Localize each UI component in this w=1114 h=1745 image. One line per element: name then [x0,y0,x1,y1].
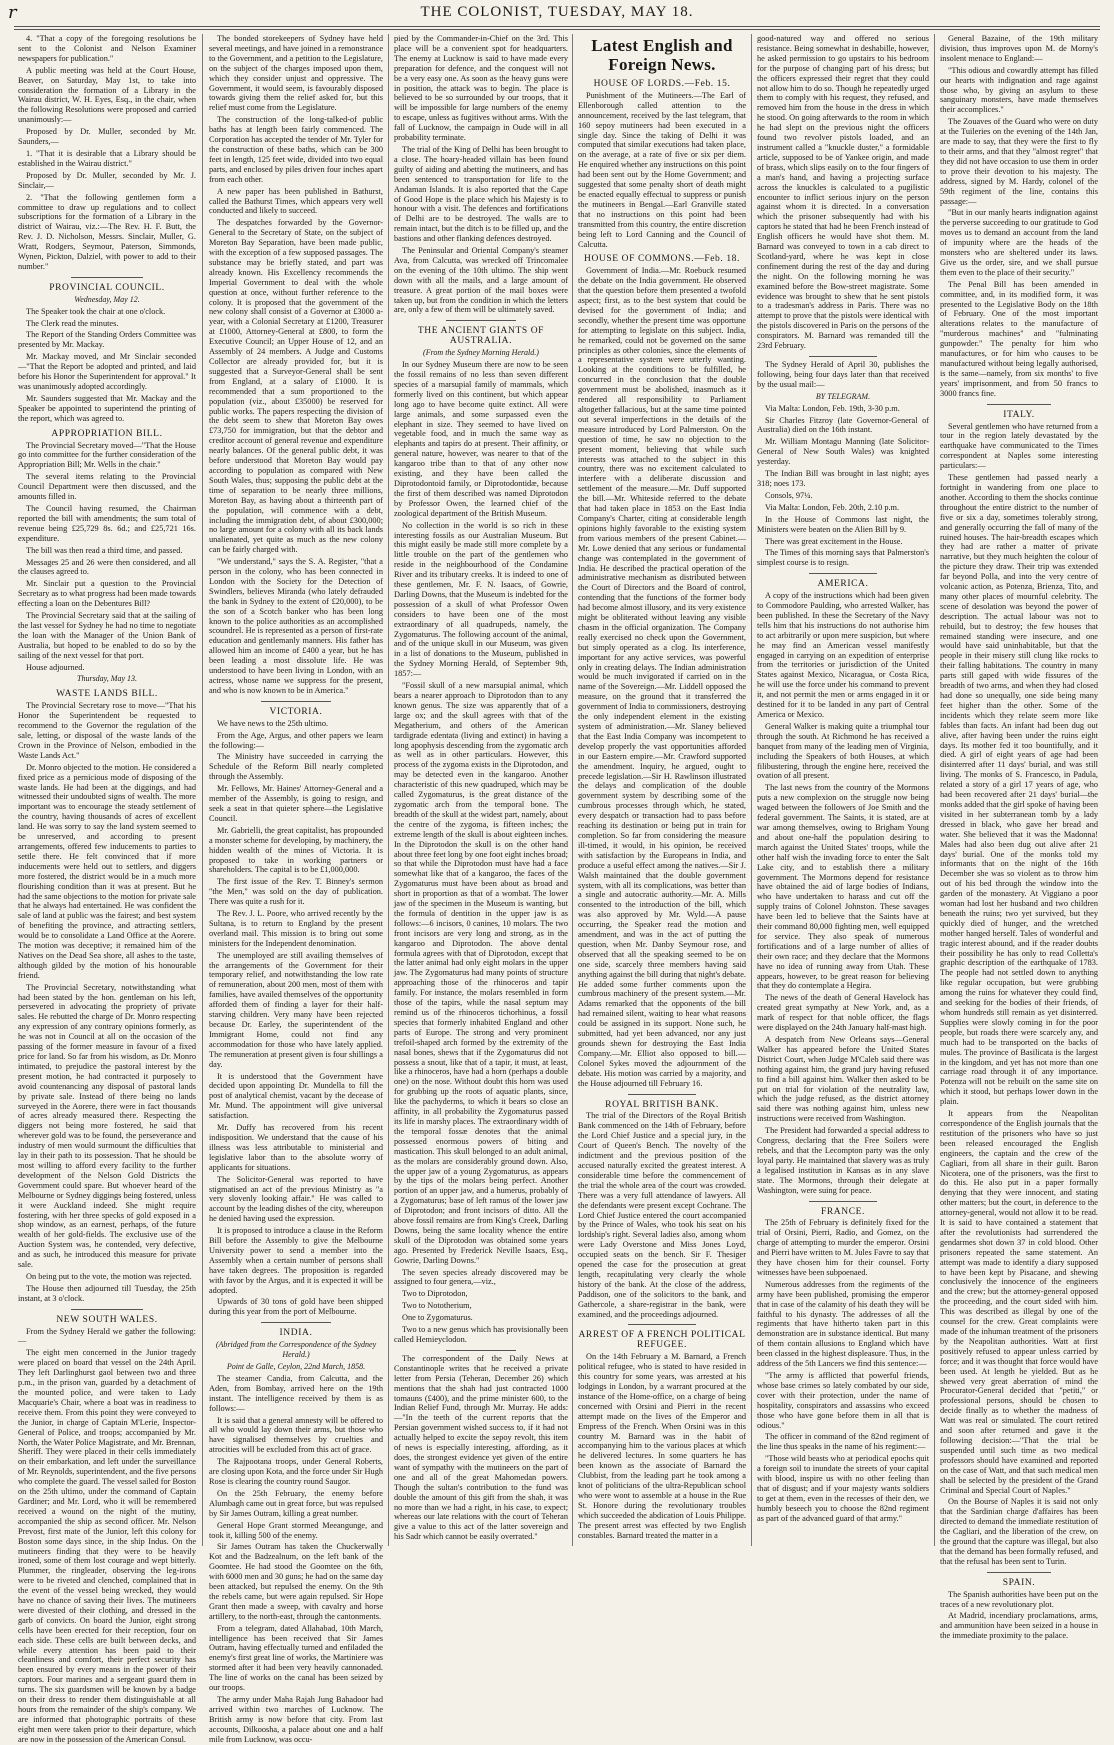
paragraph: The several items relating to the Provincial Council Department were then discussed, and the amounts filled in. [18,472,196,502]
paragraph: The Zouaves of the Guard who were on duty at the Tuileries on the evening of the 14th Jan, are made to say, that they were the first to fly to their arms, and that they "almost regret" that they did not have occasion to use them in order to prove their devotion to his majesty. The address, signed by M. Hardy, colonel of the 59th regiment of the line, contains this passage:— [940,117,1098,206]
section-heading: ROYAL BRITISH BANK. [605,1099,719,1110]
paragraph: The Peninsular and Oriental Company's steamer Ava, from Calcutta, was wrecked off Trincomalee on the evening of the 10th ultimo. The ship went down with all the mails, and a large amount of treasure. A great portion of the mail boxes were taken up, but from the condition in which the letters are, only a few of them will be ultimately saved. [394,246,568,315]
paragraph: The bill was then read a third time, and passed. [26,545,183,555]
paragraph: "We understand," says the S. A. Register, "that a person in the colony, who has been connected in London with the Society for the Detection of Swindlers, believes Miranda (who lately defrauded the bank in Sydney to the extent of £20,000), to be the son of a Scotch banker who has been long known to the police authorities as an accomplished scoundrel. He is represented as a person of first-rate education and gentlemanly manners. His father has allowed him an income of £400 a year, but he has been leading a most dissolute life. He was understood to have been living in London, with an actress, whose name we suppress for the present, and who is now known to be in America." [209,557,383,695]
paragraph: On the Bourse of Naples it is said not only that the Sardinian charge d'affaires has been directed to demand the immediate restitution of the Cagliari, and the liberation of the crew, on the ground that the capture was illegal, but also that the demand has been formally refused, and that the refusal has been sent to Turin. [940,1497,1098,1566]
paragraph: good-natured way and offered no serious resistance. Being somewhat in deshabille, however, he asked permission to go upstairs to his bedroom for the purpose of changing part of his dress; but the officers expressed their regret that they could not allow him to do so. Though he repeatedly urged them to comply with his request, they refused, and removed him from the house in the dress in which he stood. On going afterwards to the room in which he had slept on the previous night the officers found two revolver pistols loaded, and an instrument called a "knuckle duster," a formidable article, supposed to be of Yankee origin, and made of brass, which slips easily on to the four fingers of a man's hand, and having a projecting surface across the knuckles is calculated to a pugilistic encounter to inflict serious injury on the person against whom it is directed. In a conversation which the prisoner subsequently had with his captors he stated that had he been French instead of English officers he would have shot them. M. Barnard was conveyed to town in a cab direct to Scotland-yard, where he was kept in close confinement during the rest of the day and during the night. On the following morning he was examined before the Bow-street magistrate. Some evidence was brought to shew that he sent pistols to a tradesman's address in Paris. There was no attempt to prove that the pistols were identical with the pistols discovered in Paris on the persons of the conspirators. M. Barnard was remanded till the 23rd February. [757,34,929,351]
paragraph: Numerous addresses from the regiments of the army have been published, promising the emperor that in case of the calamity of his death they will be faithful to his dynasty. The addresses of all the regiments that have hitherto taken part in this demonstration are in substance identical. But many of them contain allusions to England which have been classed in the highest displeasure. Thus, in the address of the 5th Lancers we find this sentence:— [757,1279,929,1369]
paragraph: Two to a new genus which has provisionally been called Hemieyclodon. [394,1325,568,1344]
paragraph: Several gentlemen who have returned from a tour in the region lately devastated by the earthquake have communicated to the Times correspondent at Naples some interesting particulars:— [940,421,1098,471]
paragraph: The trial of the King of Delhi has been brought to a close. The hoary-headed villain has been found guilty of aiding and abetting the mutineers, and has been sentenced to transportation for life to the Andaman Islands. It is also reported that the Cape of Good Hope is the place which his Majesty is to honour with a visit. The defences and fortifications of Delhi are to be destroyed. The walls are to remain intact, but the ditch is to be filled up, and the bastions and other flanking defences destroyed. [394,144,568,244]
paragraph: The Provincial Secretary said that at the sailing of the last vessel for Sydney he had no time to negotiate the loan with the Manager of the Union Bank of Australia, but hoped to be enabled to do so by the sailing of the next vessel for that port. [18,611,196,660]
paragraph: The army under Maha Rajah Jung Bahadoor had arrived within two marches of Lucknow. The British army is now before that city. From last accounts, Dilkoosha, a palace about one and a half mile from Lucknow, was occu- [209,1695,383,1744]
paragraph: General Walker is making quite a triumphal tour through the south. At Richmond he has received a banquet from many of the leading men of Virginia, including the Speakers of both Houses, at which filibustering, through the engine here, received the ovation of all present. [757,721,929,781]
paragraph: The steamer Candia, from Calcutta, and the Aden, from Bombay, arrived here on the 19th instant. The intelligence received by them is as follows:— [209,1373,383,1413]
paragraph: From a telegram, dated Allahabad, 10th March, intelligence has been received that Sir James Outram, having effectually turned and enfiladed the enemy's first great line of works, the Martiniere was stormed after it had been very heavily cannonaded. The line of works on the canal has been seized by our troops. [209,1623,383,1693]
paragraph: General Bazaine, of the 19th military division, thus improves upon M. de Morny's insolent menace to England:— [940,34,1098,63]
paragraph: 1. "That it is desirable that a Library should be established in the Wairau district." [18,148,196,168]
paragraph: Mr. Saunders suggested that Mr. Mackay and the Speaker be appointed to superintend the printing of the report, which was agreed to. [18,393,196,423]
section-rule [446,1350,516,1351]
paragraph: "This odious and cowardly attempt has filled our hearts with indignation and rage against those who, by giving an asylum to these sanguinary monsters, have made themselves their accomplices." [940,65,1098,115]
paragraph: The Speaker took the chair at one o'clock. [26,306,166,316]
paragraph: The Sydney Herald of April 30, publishes the following, being four days later than that received by the usual mail:— [757,360,929,389]
section-rule [809,356,878,357]
paragraph: A copy of the instructions which had been given to Commodore Paulding, who arrested Walker, has been published. In these the Secretary of the Navy tells him that his instructions do not authorise him to act arbitrarily or upon mere suspicion, but where he may find an American vessel manifestly engaged in carrying on an expedition of enterprise from the territories or jurisdiction of the United States against Mexico, Nicaragua, or Costa Rica, he will use the force under his command to prevent it, and not permit the men or arms engaged in it or destined for it to be landed in any part of Central America or Mexico. [757,591,929,719]
paragraph: The Report of the Standing Orders Committee was presented by Mr. Mackay. [18,330,196,350]
paragraph: Mr. Mackay moved, and Mr Sinclair seconded —"That the Report be adopted and printed, and laid before his Honor the Superintendent for approval." It was unanimously adopted accordingly. [18,352,196,391]
section-rule [71,277,142,278]
paragraph: The Provincial Secretary rose to move—"That his Honor the Superintendent be requested to recommend to the Governor the regulation of the sale, letting, or disposal of the waste lands of the Crown in the Province of Nelson, embodied in the Waste Lands Act." [18,701,196,760]
section-heading: INDIA. [279,1328,313,1339]
dateline: Point de Galle, Ceylon, 22nd March, 1858. [226,1362,366,1371]
paragraph: The first issue of the Rev. T. Binney's sermon "the Men," was sold on the day of publication. There was quite a rush for it. [209,877,383,907]
paragraph: A new paper has been published in Bathurst, called the Bathurst Times, which appears very well conducted and likely to succeed. [209,186,383,216]
paragraph: Mr. Duffy has recovered from his recent indisposition. We understand that the cause of his illness was less attributable to ministerial and legislative labor than to the absolute worry of applicants for situations. [209,1123,383,1172]
paragraph: The Provincial Secretary, notwithstanding what had been stated by the hon. gentleman on his left, persevered in advocating the propriety of private sales. He rebutted the charge of Dr. Monro respecting any expression of any contrary opinions formerly, as he was not in Council at all on the occasion of the passing of the former measure in favour of a fixed price for land. So far from his wisdom, as Dr. Monro intimated, to prejudice the pastoral interest by the present motion, he had contracted it purposely to avoid countenancing any disposal of pastoral lands by private sale. Instead of there being no lands surveyed in the Aorere, there were in fact thousands of acres already measured there. Respecting the diggers not being more fostered, he said that wherever gold was to be found, the perseverance and industry of men would surmount the difficulties that lay in their path to its possession. That he should be most willing to afford every facility to the further development of the Nelson Gold Districts the Government could spare. But whoever heard of the Melbourne or Sydney diggings being fostered, unless it were Auckland indeed. She might require fostering, with her three specks of gold exposed in a shop window, as an earnest, perhaps, of the future wealth of her gold-fields. The exclusive use of the Auction System was, he contended, very defective, and as such, he introduced this measure for private sale. [18,982,196,1270]
section-heading: WASTE LANDS BILL. [56,689,158,700]
paragraph: Punishment of the Mutineers.—The Earl of Ellenborough called attention to the announcement, received by the last telegram, that 160 sepoy mutineers had been executed in a single day. Since the taking of Delhi it was computed that similar executions had taken place, on the average, at a rate of five or six per diem. He enquired whether any instructions on this point had been sent out by the Home Government; and suggested that some penalty short of death might be enacted equally effectual to suppress or punish the mutineers in Bengal.—Earl Granville stated that no instructions on this point had been transmitted from this country, the entire discretion being left to Lord Canning and the Council of Calcutta. [578,90,746,249]
paragraph: Proposed by Dr. Muller, seconded by Mr. Saunders,— [18,127,196,147]
column-divider [934,34,935,1546]
paragraph: 4. "That a copy of the foregoing resolutions be sent to the Colonist and Nelson Examiner newspapers for publication." [18,34,196,63]
section-subheading: BY TELEGRAM. [815,391,871,401]
paragraph: On the 25th February, the enemy before Alumbagh came out in great force, but was repulsed by Sir James Outram, killing a great number. [209,1488,383,1518]
section-subheading: Thursday, May 13. [77,674,137,684]
paragraph: Mr. Gabrielli, the great capitalist, has propounded a monster scheme for developing, by machinery, the hidden wealth of the mines of Victoria. It is proposed to take in working partners or shareholders. The capital is to be £1,000,000. [209,825,383,875]
column-divider [202,34,203,1546]
paragraph: Proposed by Dr. Muller, seconded by Mr. J. Sinclair,— [18,170,196,190]
paragraph: Sir Charles Fitzroy (late Governor-General of Australia) died on the 16th instant. [757,415,929,435]
paragraph: The Spanish authorities have been put on the traces of a new revolutionary plot. [940,1589,1098,1609]
paragraph: The Times of this morning says that Palmerston's simplest course is to resign. [757,548,929,568]
column-3 [394,34,568,1549]
paragraph: The Provincial Secretary moved—"That the House go into committee for the further consideration of the Appropriation Bill; Mr. Wells in the chair." [18,440,196,470]
paragraph: Via Malta: London, Feb. 19th, 3-30 p.m. [765,403,900,413]
paragraph: Sir James Outram has taken the Chuckerwally Kot and the Badzealnum, on the left bank of the Goomtee. He had stood the Goomtee on the 6th, with 6000 men and 30 guns; he had on the same day been attacked, but repulsed the enemy. On the 9th the rebels came, but were again repulsed. Sir Hope Grant then made a sweep, with cavalry and horse artillery, to the north-east, through the cantonments. [209,1542,383,1621]
paragraph: The Solicitor-General was reported to have stigmatised an act of the previous Ministry as "a very slovenly looking affair." He was called to account by the leading dishes of the city, whereupon he denied having used the expression. [209,1174,383,1224]
paragraph: pied by the Commander-in-Chief on the 3rd. This place will be a convenient spot for headquarters. The enemy at Lucknow is said to have made every preparation for defence, and the conquest will not be a very easy one. As soon as the heavy guns were in position, the attack was to begin. The place is believed to be so surrounded by our troops, that it will be impossible for large numbers of the enemy to escape, unless as fugitives without arms. With the fall of Lucknow, the campaign in Oude will in all probability terminate. [394,34,568,143]
paragraph: The construction of the long-talked-of public baths has at length been fairly commenced. The Corporation has accepted the tender of Mr. Tyler for the construction of these baths, which can be 300 feet in length, 125 feet wide, divided into two equal parts, and enclosed by piles driven four inches apart from each other. [209,115,383,184]
paragraph: It is said that a general amnesty will be offered to all who would lay down their arms, but those who have signalised themselves by cruelties and atrocities will be excluded from this act of grace. [209,1415,383,1455]
section-rule [71,1309,142,1310]
paragraph: House adjourned. [26,662,85,672]
section-rule [987,1572,1050,1573]
section-rule [446,320,516,321]
section-heading: THE ANCIENT GIANTS OF AUSTRALIA. [417,326,545,347]
paragraph: The correspondent of the Daily News at Constantinople writes that he received a private letter from Persia (Teheran, December 26) which mentions that the shah had just contracted 1000 tomauns (£400), and the prime minister 600, to the Indian Relief Fund, through Mr. Murray. He adds:—"In the teeth of the current reports that the Persian government wished success to, if it had not actually helped to excite the sepoy revolt, this item of news is especially interesting, affording, as it does, the strongest evidence yet given of the entire want of sympathy with the mutineers on the part of one and all of the great Mahomedan powers. Though the sultan's contribution to the fund was double the amount of this gift from the shah, it was no more than we had a right, in his case, to expect; whereas our late relations with the court of Teheran give a value to this act of the latter sovereign and his Sadr which cannot be easily overrated." [394,1353,568,1542]
paragraph: The Council having resumed, the Chairman reported the bill with amendments; the sum total of revenue being £25,729 8s. 6d.; and £25,721 16s. expenditure. [18,503,196,543]
paragraph: The Rajpootana troops, under General Roberts, are closing upon Kota, and the force under Sir Hugh Rose is clearing the country round Saugor. [209,1457,383,1486]
paragraph: Mr. William Montagu Manning (late Solicitor-General of New South Wales) was knighted yesterday. [757,437,929,467]
paragraph: 2. "That the following gentlemen form a committee to draw up regulations and to collect subscriptions for the formation of a Library in the district of Wairau, viz.:—The Rev. H. F. Butt, the Rev. J. D. Nicholson, Messrs. Sinclair, Muller, G. Wratt, Rodgers, Seymour, Paterson, Simmonds, Wynen, Pickton, Dalziel, with power to add to their number." [18,192,196,271]
masthead: THE COLONIST, TUESDAY, MAY 18. [420,4,694,20]
section-rule [628,1324,695,1325]
paragraph: The House then adjourned till Tuesday, the 25th instant, at 3 o'clock. [18,1283,196,1303]
paragraph: The trial of the Directors of the Royal British Bank commenced on the 14th of February, before the Lord Chief Justice and a special jury, in the Court of Queen's Bench. The novelty of the indictment and the previous position of the accused naturally excited the greatest interest. A considerable time before the commencement of the trial the whole area of the court was crowded. There was a very full attendance of lawyers. All the defendants were present except Cochrane. The Lord Chief Justice entered the court accompanied by the Prince of Wales, who took his seat on his lordship's right. Several ladies also, among whom were Lady Overstone and Miss Jones Loyd, occupied seats on the bench. Sir F. Thesiger opened the case for the prosecution at great length, recapitulating very clearly the whole history of the bank. At the close of the address, Paddison, one of the solicitors to the bank, and Gathercole, a share-registrar in the bank, were examined, and the proceedings adjourned. [578,1111,746,1319]
paragraph: These gentlemen had passed nearly a fortnight in wandering from one place to another. According to them the shocks continue throughout the entire district to the number of five or six a day, sometimes tolerably strong, and generally occurring the fall of many of the ruined houses. The hair-breadth escapes which they had are rather a matter of private narrative, but they much heighten the colour of the picture they draw. Their trip was extended far beyond Polla, and into the very centre of volcanic action, as Potenza, Brienza, Tito, and many other places of mournful celebrity. The scene of desolation was beyond the power of description. The actual labour was not to rebuild, but to destroy; the few houses that remained standing were insecure, and one would have said uninhabitable, but that the people in their misery still clung like rocks to their falling habitations. The country in many parts still gaped with wide fissures of the breadth of two arms, and when they had closed had done so unequally, one side being many feet higher than the other. Some of the incidents which they relate seem more like fables than facts. An infant had been dug out alive, after having been under the ruins eight days. Its mother fed it too bountifully, and it died. A girl of eight years of age had been disinterred after 11 days' burial, and was still living. The monks of S. Francesco, in Padula, related a story of a girl 17 years of age, who had been recovered after 21 days' burial—the monks added that the girl spoke of having been visited in her subterranean tomb by a lady dressed in black, who gave her bread and water. She believed that it was the Madonna! Males had also been dug out alive after 21 days' burial. One of the monks told my informants that on the night of the 16th December she was so violent as to throw him out of his bed through the window into the garden of the monastery. At Viggiano a poor woman had lost her husband and two children beneath the ruins; two yet survived, but they quickly died of hunger, and the wretched mother hanged herself. Tales of wonderful and tragic interest abound, and if the reader doubts their possibility he has only to read Colletta's graphic description of the earthquake of 1783. The people had not settled down to anything like regular occupation, but were grubbing among the ruins for whatever they could find, and seeking for the bodies of their friends, of whom hundreds still remain as yet disinterred. Supplies were slowly coming in for the poor people, but roads there were scarcely any, and much had to be transported on the backs of mules. The province of Basilicata is the largest in the kingdom, and yet has not more than one carriage road through it of any importance. Potenza will not be rebuilt on the same site on which it stood, but perhaps lower down in the plain. [940,473,1098,1107]
section-heading: HOUSE OF COMMONS.—Feb. 18. [583,254,740,265]
column-2 [209,34,383,1744]
paragraph: Via Malta: London, Feb. 20th, 2.10 p.m. [765,502,900,512]
paragraph: On the 14th February a M. Barnard, a French political refugee, who is stated to have resided in this country for some years, was arrested at his lodgings in London, by a warrant procured at the instance of the Home-office, on a charge of being concerned with Orsini and Pierri in the recent attempt made on the lives of the Emperor and Empress of the French. When Orsini was in this country M. Barnard was in the habit of accompanying him to the various places at which he delivered lectures. In some quarters he has been known as the associate of Barnard the Clubbist, from the leading part he took among a knot of politicians of the ultra-Republican school who were wont to assemble at a house in the Rue St. Honore during the revolutionary troubles which succeeded the abdication of Louis Philippe. The present arrest was effected by two English constables. Barnard treated the matter in a [578,1352,746,1540]
paragraph: Consols, 97¼. [765,490,813,500]
paragraph: "The army is afflicted that powerful friends, whose base crimes so lately combated by our side, cover with their protection, under the name of hospitality, conspirators and assassins who exceed those who have gone before them in all that is odious." [757,1371,929,1430]
paragraph: Dr. Monro objected to the motion. He considered a fixed price as a pernicious mode of disposing of the waste lands. He had been at the diggings, and had witnessed their undoubted signs of wealth. The more important was to encourage the steady settlement of the country, having thousands of acres of excellent land. He was sorry to say the land system seemed to be unreserved, and according to present arrangements, offered few inducements to parties to settle there. He felt convinced that if more inducements were held out to settlers, and diggers more fostered, the district would be in a much more flourishing condition than it was at present. But he had the same objections to the motion for private sale that he always had entertained. He was confident the sale of land at public was the fairest; and best system of benefiting the province, and attracting settlers, would be to consolidate a Land Office at the Aorere. The motion was deceptive; it remained him of the Natives on the Dead Sea shore, all ashes to the taste, although gilded by the motion of his honourable friend. [18,762,196,980]
paragraph: General Hope Grant stormed Meeangunge, and took it, killing 500 of the enemy. [209,1520,383,1540]
section-heading: APPROPRIATION BILL. [51,428,163,439]
column-5 [757,34,929,1549]
section-rule [628,1094,695,1095]
section-subheading: Wednesday, May 12. [74,294,140,304]
section-heading: FRANCE. [820,1206,866,1217]
paragraph: The Ministry have succeeded in carrying the Schedule of the Reform Bill nearly completed through the Assembly. [209,752,383,782]
masthead-rule [14,26,1100,30]
paragraph: The last news from the country of the Mormons puts a new complexion on the struggle now being waged between the followers of Joe Smith and the federal government. The Saints, it is stated, are at war among themselves, owing to Brigham Young and about one-half the population desiring to march against the United States' troops, while the other half wish the invading force to enter the Salt Lake city, and to establish there a military government. The Mormons depend for resistance have obtained the aid of large bodies of Indians, who have undertaken to harass and cut off the supply trains of Colonel Johnston. These savages have been led to believe that the Saints have at their command 80,000 fighting men, well equipped for service. They also speak of numerous fortifications and of a large number of allies of their own race; and they declare that the Mormons have no idea of running away from Utah. These appears, however, to be great reason for believing that they do contemplate a Hegira. [757,783,929,991]
column-6 [940,34,1098,1641]
paragraph: The unemployed are still availing themselves of the arrangements of the Government for their temporary relief, and notwithstanding the low rate of remuneration, about 200 men, most of them with families, have availed themselves of the opportunity afforded them of finding a layer for their half-starving children. Very many have been rejected because Dr. Earley, the superintendent of the Immigrant Home, could not find any accommodation for those who have lately applied. The remuneration at present given is four shillings a day. [209,950,383,1069]
paragraph: One to Zygomaturus. [402,1313,473,1323]
paragraph: The eight men concerned in the Junior tragedy were placed on board that vessel on the 24th April. They left Darlinghurst gaol between two and three p.m., in the prison van, guarded by a detachment of the mounted police, and were taken to Lady Macquarie's Chair, where a boat was in readiness to receive them. From this point they were conveyed to the Junior, in charge of Captain M'Lerie, Inspector-General of Police, and troops; accompanied by Mr. North, the Water Police Magistrate, and Mr. Brennan, Sheriff. They were placed in their cells immediately on their embarkation, and left under the surveillance of Mr. Reynolds, superintendent, and the five persons who complete the guard. The vessel sailed for Boston on the 25th ultimo, under the command of Captain Gardiner; and Mr. Lord, who it will be remembered received a wound on the night of the mutiny, accompanied the ship as second officer. Mr. Nelson Prevost, first mate of the Junior, left this colony for Boston some days since, in the ship Indus. On the mutineers finding that they were to be heavily ironed, some of them lost courage and wept bitterly. Plummer, the ringleader, observing the leg-irons were to be riveted and clenched, complained that in the event of the vessel being wrecked, they would have no chance of saving their lives. The mutineers were divested of their clothing, and dressed in the garb of convicts. On board the Junior, eight strong cells have been erected for their reception, four on each side. These cells are built between decks, and while every attention has been paid to their cleanliness and comfort, their perfect security has been ensured by every means in the power of their captors. Four marines and a sergeant guard them in turns. The six guardsmen will be known by a badge on their dress to render them distinguishable at all hours from the remainder of the ship's company. We are informed that photographic portraits of these eight men were taken prior to their departure, which are now in the possession of the American Consul. [18,1348,196,1744]
paragraph: No collection in the world is so rich in these interesting fossils as our Australian Museum. But this might easily be made still more complete by a little trouble on the part of the gentlemen who reside in the neighbourhood of the Condamine River and its tributary creeks. It is indeed to one of these gentlemen, Mr. F. N. Isaacs, of Gowrie, Darling Downs, that the Museum is indebted for the possession of a skull of what Professor Owen considers to have been one of the most extraordinary of all quadrupeds, namely, the Zygomaturus. The following account of the animal, and of the unique skull in our Museum, was given in a list of donations to the Museum, published in the Sydney Morning Herald, of September 9th, 1857:— [394,520,568,679]
paragraph: Government of India.—Mr. Roebuck resumed the debate on the India government. He observed that the question before them presented a twofold aspect; first, as to the best system that could be devised for the government of India; and secondly, whether the present time was opportune for attempting to legislate on this subject. India, he remarked, could not be governed on the same principles as other colonies, since the elements of a representative system were utterly wanting. Looking at the conditions to be fulfilled, he concurred in the conclusion that the double government must be abolished, inasmuch as it rendered all responsibility to Parliament altogether fallacious, but at the same time pointed out several imperfections in the details of the measure introduced by Lord Palmerston. On the question of time, he saw no objection to the present moment, believing that while such interests was attached to the subject in this country, there was no excitement calculated to interfere with a deliberate discussion and settlement of the measure.—Mr. Duff supported the bill.—Mr. Whiteside referred to the debate that had taken place in 1853 on the East India Company's Charter, citing at considerable length opinions highly favorable to the existing system from various members of the present Cabinet.—Mr. Lowe denied that any serious or fundamental change was contemplated in the government of India. He described the practical operation of the administrative mechanism as distributed between the Court of Directors and the Board of control, contending that the functions of the former body had become almost illusory, and its very existence might be obliterated without leaving any visible chasm in the official organization. The Company really exercised no check upon the Government, but simply operated as a clog. Its interference, important for any active services, was powerful only in creating delays. The Indian administration would be much invigorated if carried on in the name of the Sovereign.—Mr. Liddell opposed the measure, on the ground that it transferred the government of India to commissioners, destroying the only independent element in the existing system of administration.—Mr. Slaney believed that the East India Company was incompetent to develop properly the vast opportunities afforded in our Eastern empire.—Mr. Crawford supported the amendment. Inquiry, he argued, ought to precede legislation.—Sir H. Rawlinson illustrated the delays and complication of the double government system by describing some of the cumbrous processes through which, he stated, every despatch or transaction had to pass before reaching its destination or being put in train for completion. So far from considering the measure ill-timed, it would, in his opinion, be received with satisfaction by the Europeans in India, and produce a useful effect among the natives.—Sir J. Walsh maintained that the double government system, with all its complications, was better than a single and autocratic authority.—Mr. A. Mills consented to the introduction of the bill, which was also approved by Mr. Wyld.—A pause occurring, the Speaker read the motion and amendment, and was in the act of putting the question, when Mr. Danby Seymour rose, and observed that all the speaking seemed to be on one side, scarcely three members having said anything against the bill during that night's debate. He added some further comments upon the cumbrous machinery of the present system.—Mr. Adams remarked that the opponents of the bill had remained silent, waiting to hear what reasons could be assigned in its support. None such, he submitted, had yet been advanced, nor any just grounds shewn for destroying the East India Company.—Mr. Elliot also opposed to bill.—Colonel Sykes moved the adjournment of the debate. His motion was carried by a majority, and the House adjourned till February 16. [578,266,746,1088]
paragraph: It is proposed to introduce a clause in the Reform Bill before the Assembly to give the Melbourne University power to send a member into the Assembly when a certain number of persons shall have taken degrees. The proposition is regarded with favor by the Argus, and it is expected it will be adopted. [209,1226,383,1295]
section-heading: AMERICA. [817,579,869,590]
column-4 [578,34,746,1549]
paragraph: It appears from the Neapolitan correspondence of the English journals that the restitution of the prisoners who have so just been released encouraged the English engineers, the captain and the crew of the Cagliari, from all share in their guilt. Baron Nicotera, one of the prisoners, was the first to do this. He also put in a paper formally denying that they were innocent, and stating other matters; but the court, in deference to the attorney-general, would not allow it to be read. It is said to have contained a statement that after the revolutionists had surrendered the gendarmes shot down 37 in cold blood. Other prisoners repeated the same statement. An attempt was made to identify a diary supposed to have been kept by Pisacane, and shewing conclusively the innocence of the engineers and the crew; but the attorney-general opposed the proceeding, and the court sided with him. This was described as illegal by one of the counsel for the crew. Great complaints were made of the inhuman treatment of the prisoners by the Neapolitan authorities. Watt at first positively refused to appear unless carried by force; and it was thought that force would have been used. At length he yielded. But as he shewed very great aberration of mind the Procurator-General decided that "petiti," or professional persons, should be chosen to decide finally as to whether the madness of Watt was real or simulated. The court retired and soon after returned and gave it the following decision:—"That the trial be suspended until such time as two medical professors should have examined and reported on the case of Watt, and that such medical men shall be selected by the president of the Grand Criminal and Special Court of Naples." [940,1109,1098,1495]
paragraph: The seven species already discovered may be assigned to four genera,—viz., [394,1267,568,1287]
paragraph: Two to Nototherium, [402,1301,472,1311]
paragraph: Two to Diprotodon, [402,1289,468,1299]
paragraph: The news of the death of General Havelock has created great sympathy at New York, and, as a mark of respect for that noble officer, the flags were displayed on the 24th January half-mast high. [757,993,929,1033]
paragraph: Mr. Sinclair put a question to the Provincial Secretary as to what progress had been made towards effecting a loan on the Debentures Bill? [18,579,196,609]
paragraph: The Rev. J. L. Poore, who arrived recently by the Sultana, is to return to England by the present overland mail. This mission is to bring out some ministers for the Independent denomination. [209,909,383,948]
paragraph: The Penal Bill has been amended in committee, and, in its modified form, it was presented to the Legislative Body on the 18th of February. One of the most important alterations relates to the manufacture of "murderous machines" and "fulminating gunpowder." The penalty for him who manufactures, or for him who causes to be manufactured without being legally authorised, is the same—namely, from six months' to five years' imprisonment, and from 50 francs to 3000 francs fine. [940,279,1098,398]
section-heading: NEW SOUTH WALES. [56,1314,158,1325]
section-heading: ARREST OF A FRENCH POLITICAL REFUGEE. [578,1330,746,1351]
paragraph: At Madrid, incendiary proclamations, arms, and ammunition have been seized in a house in the immediate proximity to the palace. [940,1611,1098,1641]
paragraph: From the Sydney Herald we gather the following:— [18,1326,196,1346]
section-heading: ITALY. [1003,409,1035,420]
column-divider [388,34,389,1546]
paragraph: The officer in command of the 82nd regiment of the line thus speaks in the name of his regiment:— [757,1432,929,1452]
paragraph: "But in our manly hearts indignation against the perverse succeeding to our gratitude to God moves us to demand an account from the land of impunity where are the heads of the monsters who are sheltered under its laws. Give us the order, sire, and we shall pursue them even to the place of their security." [940,208,1098,277]
paragraph: The despatches forwarded by the Governor-General to the Secretary of State, on the subject of Moreton Bay Separation, have been made public, with the exception of a few supposed passages. The substance may be briefly stated, and part was already known. His Excellency recommends the Imperial Government to deal with the whole question at once, without further reference to the colony. It is proposed that the government of the new colony shall consist of a Governor at £3000 a-year, with a Colonial Secretary at £1200, Treasurer at £1000, Attorney-General at £800, to form the Executive Council; an Upper House of 12, and an Assembly of 24 members. A Judge and Customs Collector are already provided for, but it is suggested that a Surveyor-General shall be sent from England, at a salary of £1000. It is recommended that a sum proportioned to the population (viz., about £35000) be reserved for public works. The papers respecting the division of the debt seem to shew that Moreton Bay owes £73,750 for immigration, but that the debtor and creditor account of general revenue and expenditure nearly balances. Of the general public debt, it was before understood that Moreton Bay would pay according to population as compared with New South Wales, thus; supposing the public debt at the time of separation to be nearly three millions, Moreton Bay, as having about a thirteenth part of the population, will commence with a debt, including the immigration debt, of about £300,000; no large amount for a colony with all its back lands unalienated, yet quite as much as the new colony can be fairly charged with. [209,218,383,555]
column-divider [751,34,752,1546]
section-subheading: (Abridged from the Correspondence of the Sydney Herald.) [215,1340,377,1360]
paragraph: Mr. Fellows, Mr. Haines' Attorney-General and a member of the Assembly, is going to resign, and seek a seat in that quieter sphere—the Legislative Council. [209,784,383,823]
paragraph: From the Age, Argus, and other papers we learn the following:— [209,730,383,750]
paragraph: It is understood that the Government have decided upon appointing Dr. Mundella to fill the post of analytical chemist, vacant by the decease of Mr. Mund. The appointment will give universal satisfaction. [209,1071,383,1121]
section-heading: PROVINCIAL COUNCIL. [49,282,165,293]
section-subheading: (From the Sydney Morning Herald.) [423,348,539,358]
paragraph: The Clerk read the minutes. [26,318,119,328]
news-headline: Latest English and Foreign News. [591,36,733,74]
paragraph: The President had forwarded a special address to Congress, declaring that the Free Soilers were rebels, and that the Lecompton party was the only loyal party. He maintained that slavery was as truly a legalised institution in Kansas as in any slave state. The Mormons, through their delegate at Washington, were suing for peace. [757,1126,929,1195]
paragraph: Messages 25 and 26 were then considered, and all the clauses agreed to. [18,557,196,577]
section-rule [987,404,1050,405]
section-rule [809,1201,878,1202]
paragraph: The Indian Bill was brought in last night; ayes 318; noes 173. [757,469,929,488]
paragraph: Upwards of 30 tons of gold have been shipped during this year from the port of Melbourne. [209,1297,383,1317]
column-divider [572,34,573,1546]
section-rule [809,573,878,574]
paragraph: We have news to the 25th ultimo. [217,718,329,728]
paragraph: A despatch from New Orleans says—General Walker has appeared before the United States District Court, when Judge M'Caleb said there was nothing against him, the grand jury having refused to find a bill against him. Walker then asked to be put on trial for violation of the neutrality law, which the judge refused, as the district attorney said there was nothing against him, unless new instructions were received from Washington. [757,1035,929,1124]
section-rule [261,1322,331,1323]
corner-mark: r [8,2,17,23]
column-1 [18,34,196,1744]
paragraph: "Fossil skull of a new marsupial animal, which bears a nearer approach to Diprotodon than to any known genus. The size was apparently that of a large ox; and the skull agrees with that of the Megatherium, and others of the American tardigrade edentata (living and extinct) in having a long apophysis descending from the zygomatic arch as well as in other particulars. However, this process of the zygoma exists in the Diprotodon, and may be detected even in the kangaroo. Another characteristic of this new quadruped, which may be called Zygomaturus, is the great distance of the zygomatic arch from the temporal bone. The breadth of the skull at the widest part, namely, about the centre of the zygoma, is fifteen inches; the extreme length of the skull is about eighteen inches. In the Diprotodon the skull is on the other hand about three feet long by one foot eight inches broad; so that while the Diprotodon must have had a face somewhat like that of a kangaroo, the faces of the Zygomaturus must have been about as broad and short in proportion as that of a wombat. The lower jaw of the specimen in the Museum is wanting, but the formula of dentition in the upper jaw is as follows:—6 incisors, 0 canines, 10 molars. The two front incisors are very long and strong, as in the kangaroo and Diprotodon. The above dental formula agrees with that of Diprotodon, except that the latter animal had only eight molars in the upper jaw. The Zygomaturus had many points of structure approaching those of the rhinoceros and tapir family. For instance, the molars resembled in form those of the tapirs, while the nasal septum may remind us of the rhinoceros tichorhinus, a fossil species that formerly inhabited England and other parts of Europe. The strong and very prominent trefoil-shaped arch formed by the extremity of the nasal bones, shews that if the Zygomaturus did not possess a snout, like that of a tapir, it must, at least, like a rhinoceros, have had a horn (perhaps a double one) on the nose. Without doubt this horn was used for grubbing up the roots of aquatic plants, since, like the pachyderms, to which it bears so close an affinity, in all probability the Zygomaturus passed its life in marshy places. The extraordinary width of the temporal fossæ denotes that the animal possessed enormous powers of biting and mastication. This skull belonged to an adult animal, as the molars are considerably ground down. Also, the upper jaw of a young Zygomaturus, as appears by the tips of the molars being perfect. Another portion of an upper jaw, and a humerus, probably of a Zygomaturus; base of left ramus of the lower jaw of Diprotodon; and front incisors of ditto. All the above fossil remains are from King's Creek, Darling Downs, being the same locality whence the entire skull of the Diprotodon was obtained some years ago. Presented by Frederick Neville Isaacs, Esq., Gowrie, Darling Downs." [394,681,568,1265]
section-heading: HOUSE OF LORDS.—Feb. 15. [593,79,731,89]
paragraph: There was great excitement in the House. [765,536,903,546]
paragraph: The bonded storekeepers of Sydney have held several meetings, and have joined in a remonstrance to the Government, and a petition to the Legislature, on the subject of the charges imposed upon them, which they consider unjust and oppressive. The Government, it would seem, is favourably disposed towards giving them the relief asked for, but this relief must come from the Legislature. [209,34,383,113]
paragraph: "Those wild beasts who at periodical epochs quit a foreign soil to inundate the streets of your capital with blood, inspire us with no other feeling than that of disgust; and if your majesty wants soldiers to get at them, even in the recesses of their den, we humbly beseech you to choose the 82nd regiment as part of the advanced guard of that army." [757,1454,929,1523]
paragraph: The 25th of February is definitely fixed for the trial of Orsini, Pierri, Radio, and Gomez, on the charge of attempting to murder the emperor. Orsini and Pierri have written to M. Jules Favre to say that they have chosen him for their counsel. Forty witnesses have been subpoenaed. [757,1218,929,1277]
section-rule [261,701,331,702]
paragraph: In our Sydney Museum there are now to be seen the fossil remains of no less than seven different species of a marsupial family of mammals, which formerly lived on this continent, but which appear long ago to have become quite extinct. All were large animals, and some surpassed even the elephant in size. They seemed to have lived on vegetable food, and in much the same way as elephants and tapirs do at present. Their affinity, or general nature, however, was nearer to that of the kangaroo tribe than to that of any other now existing, and they have been called the Diprotodontoid family, or Diprotodontidæ, because the first of them described was named Diprotodon by Professor Owen, the learned chief of the zoological department of the British Museum. [394,360,568,518]
paragraph: On being put to the vote, the motion was rejected. [26,1271,192,1281]
paragraph: A public meeting was held at the Court House, Beaver, on Saturday, May 1st, to take into consideration the formation of a Library in the Wairau district, W. H. Eyes, Esq., in the chair, when the following Resolutions were proposed and carried unanimously:— [18,65,196,125]
section-heading: SPAIN. [1002,1577,1036,1588]
section-heading: VICTORIA. [269,706,323,717]
paragraph: In the House of Commons last night, the Ministers were beaten on the Alien Bill by 9. [757,514,929,534]
